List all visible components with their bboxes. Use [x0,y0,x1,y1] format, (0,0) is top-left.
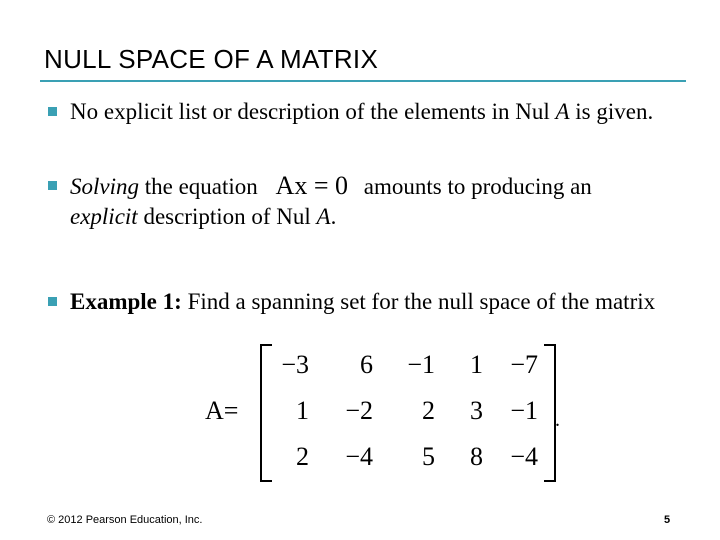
bullet-1-text: No explicit list or description of the elements in Nul A is given. [70,99,654,124]
matrix-cell-r1c5: −7 [510,350,538,379]
bullet-2-text: Solving the equation Ax = 0 amounts to producing an explicit description of Nul A. [70,171,592,229]
matrix-cell-r3c5: −4 [510,442,538,471]
page-number: 5 [664,514,671,526]
bullet-3-text: Example 1: Find a spanning set for the null space of the matrix [70,289,656,314]
matrix-cell-r2c4: 3 [470,396,483,425]
matrix-trailing-period: . [555,409,560,431]
matrix-cell-r2c2: −2 [345,396,373,425]
matrix-cell-r3c3: 5 [422,442,435,471]
matrix-cell-r1c1: −3 [281,350,309,379]
title-divider [40,80,686,82]
matrix-cell-r1c4: 1 [470,350,483,379]
matrix-cell-r3c4: 8 [470,442,483,471]
matrix-label: A= [205,396,239,425]
matrix-cell-r1c3: −1 [407,350,435,379]
matrix-cell-r2c1: 1 [296,396,309,425]
matrix-cell-r3c1: 2 [296,442,309,471]
slide-title: NULL SPACE OF A MATRIX [44,44,379,74]
matrix-cell-r1c2: 6 [360,350,373,379]
matrix-cell-r2c3: 2 [422,396,435,425]
equation-ax-equals-0: Ax = 0 [275,171,348,200]
matrix-cell-r3c2: −4 [345,442,373,471]
matrix-cell-r2c5: −1 [510,396,538,425]
footer-copyright: © 2012 Pearson Education, Inc. [47,514,203,526]
